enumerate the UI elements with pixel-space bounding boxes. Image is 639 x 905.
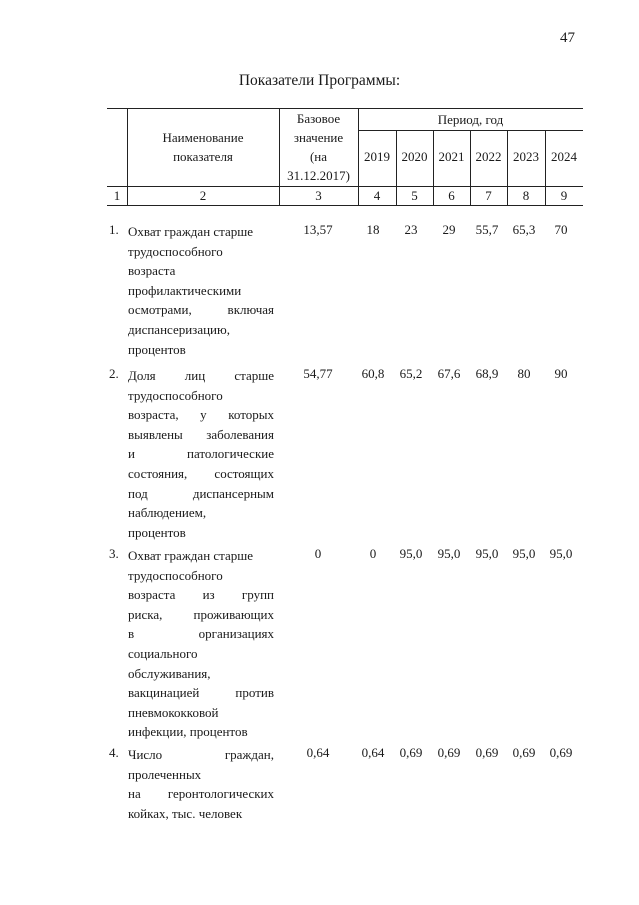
header-base-line: Базовое — [296, 111, 341, 126]
col-number: 8 — [522, 188, 530, 203]
indicator-name-line: вакцинацией против — [128, 685, 274, 701]
base-value: 13,57 — [303, 222, 333, 237]
indicator-name-line: Доля лиц старше — [128, 368, 274, 383]
indicator-name-line: койках, тыс. человек — [128, 805, 243, 821]
col-number: 4 — [373, 188, 381, 203]
indicator-name-line: в организациях — [128, 626, 274, 642]
header-year: 2020 — [401, 149, 428, 164]
col-number: 5 — [411, 188, 418, 203]
indicator-name-line: обслуживания, — [128, 665, 211, 681]
indicator-name — [128, 366, 274, 542]
header-name-line: показателя — [173, 149, 233, 164]
year-value-2024: 70 — [554, 222, 568, 237]
indicator-name-line: процентов — [128, 524, 186, 540]
col-number: 3 — [315, 188, 322, 203]
year-value-2022: 68,9 — [475, 366, 499, 381]
year-value-2021: 95,0 — [437, 546, 461, 561]
indicator-name-line: и патологические — [128, 446, 274, 462]
base-value: 54,77 — [303, 366, 333, 381]
header-base-line: 31.12.2017) — [287, 168, 350, 183]
row-number: 2. — [109, 366, 119, 381]
indicator-name-line: состояния, состоящих — [128, 465, 274, 481]
indicator-name-line: инфекции, процентов — [128, 724, 248, 740]
year-value-2021: 29 — [442, 222, 456, 237]
year-value-2023: 0,69 — [512, 745, 536, 760]
year-value-2019: 0 — [369, 546, 377, 561]
year-value-2020: 95,0 — [399, 546, 423, 561]
header-period: Период, год — [437, 112, 504, 127]
header-year: 2022 — [475, 149, 502, 164]
year-value-2021: 67,6 — [437, 366, 461, 381]
year-value-2019: 18 — [366, 222, 380, 237]
indicator-name-line: Охват граждан старше — [128, 548, 254, 563]
col-number: 7 — [485, 188, 492, 203]
indicator-name-line: Число граждан, — [128, 747, 274, 762]
header-name-column — [127, 128, 279, 166]
indicator-name-line: диспансеризацию, — [128, 321, 230, 337]
header-year: 2024 — [551, 149, 577, 164]
header-base-line: значение — [293, 130, 344, 145]
year-value-2019: 0,64 — [361, 745, 385, 760]
year-value-2023: 95,0 — [512, 546, 536, 561]
year-value-2024: 90 — [554, 366, 568, 381]
document-title: Показатели Программы: — [238, 72, 401, 89]
header-bottom-border — [107, 205, 583, 206]
year-value-2023: 65,3 — [512, 222, 536, 237]
indicator-name-line: выявлены заболевания — [128, 426, 274, 442]
base-value: 0 — [314, 546, 322, 561]
indicator-name-line: профилактическими — [128, 282, 242, 298]
indicator-name-line: под диспансерным — [128, 485, 274, 501]
col-number: 6 — [448, 188, 455, 203]
indicator-name-line: возраста — [128, 263, 176, 279]
indicator-name-line: наблюдением, — [128, 505, 207, 521]
header-year: 2021 — [438, 149, 465, 164]
header-year: 2023 — [513, 149, 539, 164]
indicator-name-line: пролеченных — [128, 766, 202, 782]
indicator-name-line: возраста из групп — [128, 587, 274, 603]
indicator-name-line: трудоспособного — [128, 387, 223, 403]
year-value-2024: 95,0 — [549, 546, 573, 561]
year-value-2024: 0,69 — [549, 745, 573, 760]
row-number: 1. — [109, 222, 119, 237]
indicator-name-line: трудоспособного — [128, 567, 223, 583]
col-number: 1 — [113, 188, 121, 203]
indicator-name-line: пневмококковой — [128, 704, 219, 720]
indicator-name — [128, 222, 274, 359]
indicator-name-line: процентов — [128, 341, 186, 357]
header-year: 2019 — [364, 149, 390, 164]
row-number: 4. — [109, 745, 119, 760]
indicator-name-line: на геронтологических — [128, 786, 274, 802]
table-header — [107, 108, 583, 206]
year-value-2023: 80 — [517, 366, 531, 381]
year-value-2020: 65,2 — [399, 366, 423, 381]
year-value-2020: 23 — [404, 222, 418, 237]
col-number: 2 — [199, 188, 207, 203]
year-value-2019: 60,8 — [361, 366, 385, 381]
page-number: 47 — [560, 30, 575, 46]
row-number: 3. — [109, 546, 119, 561]
header-base-line: (на — [309, 149, 328, 164]
year-value-2022: 95,0 — [475, 546, 499, 561]
base-value: 0,64 — [306, 745, 330, 760]
indicator-name-line: осмотрами, включая — [128, 302, 274, 318]
year-value-2020: 0,69 — [399, 745, 423, 760]
year-value-2021: 0,69 — [437, 745, 461, 760]
indicator-name — [128, 546, 274, 742]
indicator-name — [128, 745, 274, 823]
indicator-name-line: возраста, у которых — [128, 407, 274, 423]
indicator-name-line: трудоспособного — [128, 243, 223, 259]
year-value-2022: 0,69 — [475, 745, 499, 760]
header-name-line: Наименование — [162, 130, 244, 145]
indicator-name-line: Охват граждан старше — [128, 224, 254, 239]
indicator-name-line: социального — [128, 645, 198, 661]
indicator-name-line: риска, проживающих — [128, 606, 274, 622]
header-base-column — [279, 109, 358, 185]
year-value-2022: 55,7 — [475, 222, 499, 237]
col-number: 9 — [560, 188, 568, 203]
